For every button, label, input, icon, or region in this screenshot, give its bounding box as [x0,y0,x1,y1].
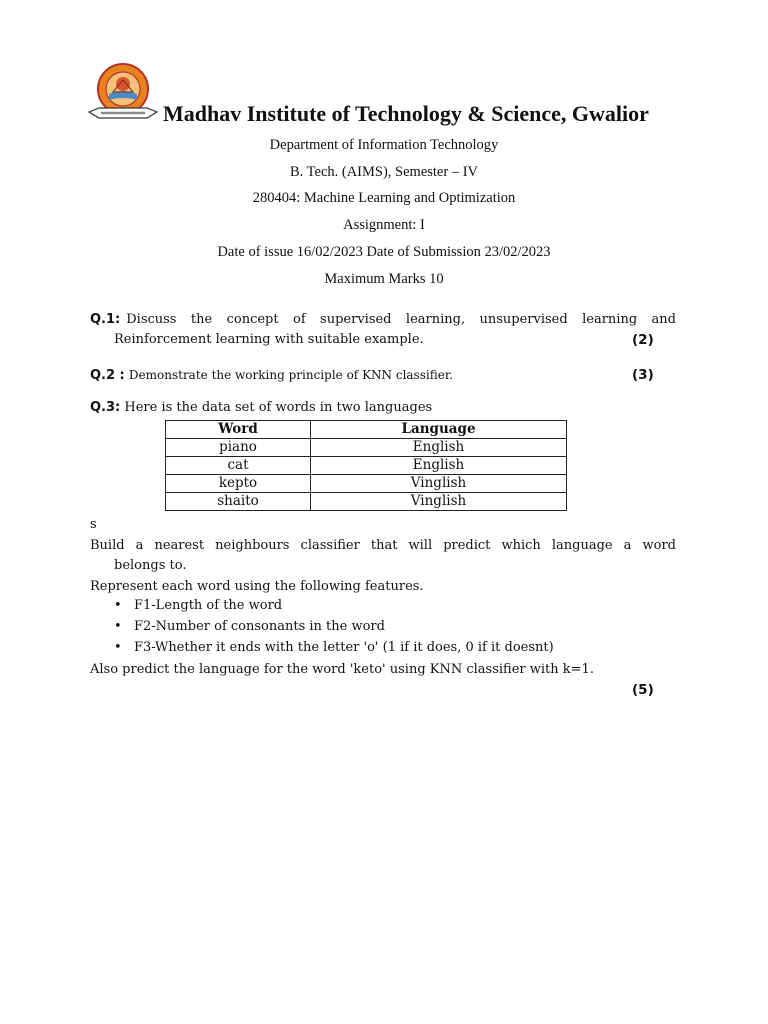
table-cell-language: Vinglish [311,493,567,511]
question-1-text-cont: Reinforcement learning with suitable example. [114,332,424,347]
department-line: Department of Information Technology [269,137,499,153]
question-3-intro: Here is the data set of words in two languages [124,400,433,415]
feature-item: • F3-Whether it ends with the letter 'o' (1 if it does, 0 if it doesnt) [114,640,554,655]
table-row [166,475,567,493]
table-header-language: Language [311,421,567,439]
table-cell-word: piano [166,439,311,457]
institute-name: Madhav Institute of Technology & Science, Gwalior [163,101,649,126]
table-cell-language: English [311,439,567,457]
feature-item: • F2-Number of consonants in the word [114,619,385,634]
table-cell-word: shaito [166,493,311,511]
question-1-marks: (2) [632,332,654,348]
table-row [166,457,567,475]
table-header-word: Word [166,421,311,439]
question-3-represent: Represent each word using the following features. [90,579,424,594]
table-cell-word: kepto [166,475,311,493]
table-header-row [166,421,567,439]
question-1-number: Q.1: [90,312,121,327]
question-1 [90,310,676,350]
question-3-marks: (5) [632,682,654,698]
table-cell-language: Vinglish [311,475,567,493]
feature-text: F3-Whether it ends with the letter 'o' (1 if it does, 0 if it doesnt) [134,640,554,655]
word-language-table [165,420,567,511]
table-row [166,439,567,457]
question-3-build [90,536,676,576]
program-line: B. Tech. (AIMS), Semester – IV [290,164,478,180]
question-3-build-cont: belongs to. [114,558,187,573]
question-2-marks: (3) [632,367,654,383]
stray-character: s [90,517,97,532]
question-2 [90,365,676,386]
institute-logo [87,62,159,124]
dates-line: Date of issue 16/02/2023 Date of Submission 23/02/2023 [217,244,551,260]
assignment-line: Assignment: I [343,217,425,233]
question-2-text: Demonstrate the working principle of KNN classifier. [128,368,454,382]
max-marks-line: Maximum Marks 10 [324,271,444,287]
table-cell-language: English [311,457,567,475]
table-cell-word: cat [166,457,311,475]
question-3-predict: Also predict the language for the word 'keto' using KNN classifier with k=1. [90,662,594,677]
question-2-number: Q.2 : [90,368,125,383]
course-line: 280404: Machine Learning and Optimization [252,190,516,206]
question-3 [90,398,676,418]
question-3-number: Q.3: [90,400,121,415]
feature-text: F2-Number of consonants in the word [134,619,385,634]
table-row [166,493,567,511]
question-3-build-line: Build a nearest neighbours classifier that will predict which language a word [90,538,676,553]
feature-text: F1-Length of the word [134,598,283,613]
feature-item: • F1-Length of the word [114,598,283,613]
question-1-text: Discuss the concept of supervised learning, unsupervised learning and [126,312,676,327]
